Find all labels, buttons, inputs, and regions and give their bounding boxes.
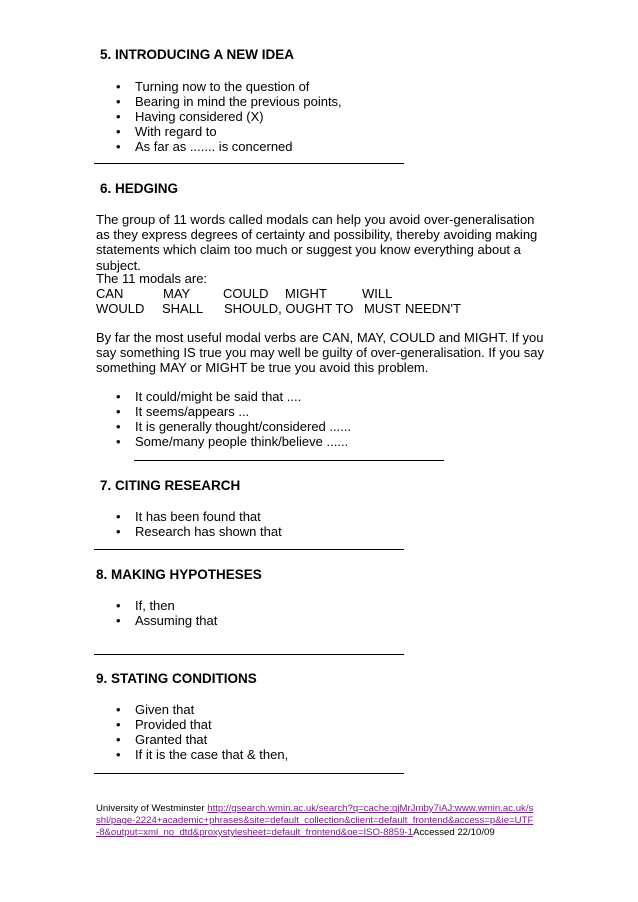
footer-citation (96, 803, 536, 839)
list-item: • Provided that (116, 717, 212, 732)
modals-row-2 (96, 301, 516, 316)
bullet-icon: • (116, 389, 121, 404)
list-item: • Granted that (116, 732, 208, 747)
list-item: • As far as ....... is concerned (116, 139, 293, 154)
modal-word: CAN (96, 286, 124, 301)
section-6-bullet-list (116, 389, 351, 449)
list-item: • Bearing in mind the previous points, (116, 94, 342, 109)
bullet-icon: • (116, 139, 121, 154)
divider (134, 460, 444, 461)
list-item: • It has been found that (116, 509, 261, 524)
list-item: • It seems/appears ... (116, 404, 250, 419)
section-5-heading: 5. INTRODUCING A NEW IDEA (100, 47, 295, 62)
section-8-bullet-list (116, 598, 217, 628)
bullet-icon: • (116, 747, 121, 762)
list-item: • It is generally thought/considered ...... (116, 419, 352, 434)
bullet-icon: • (116, 434, 121, 449)
section-9-bullet-list (116, 702, 288, 762)
bullet-icon: • (116, 94, 121, 109)
bullet-icon: • (116, 509, 121, 524)
list-item: • Some/many people think/believe ...... (116, 434, 349, 449)
bullet-icon: • (116, 598, 121, 613)
bullet-icon: • (116, 524, 121, 539)
modal-word: COULD (223, 286, 269, 301)
footer-accessed-date: Accessed 22/10/09 (413, 827, 495, 838)
list-item: • Research has shown that (116, 524, 282, 539)
modal-word: SHALL (162, 301, 204, 316)
modal-word: WILL (362, 286, 393, 301)
list-item: • Turning now to the question of (116, 79, 310, 94)
modals-label: The 11 modals are: (96, 271, 208, 286)
bullet-icon: • (116, 419, 121, 434)
modal-word: NEEDN'T (405, 301, 461, 316)
list-item: • With regard to (116, 124, 217, 139)
divider (94, 163, 404, 164)
divider (94, 549, 404, 550)
list-item: • Given that (116, 702, 195, 717)
divider (94, 773, 404, 774)
modals-row-1 (96, 286, 516, 301)
divider (94, 654, 404, 655)
section-7-bullet-list (116, 509, 282, 539)
modal-word: MIGHT (285, 286, 327, 301)
bullet-icon: • (116, 404, 121, 419)
bullet-icon: • (116, 717, 121, 732)
modal-word: MUST (364, 301, 401, 316)
bullet-icon: • (116, 109, 121, 124)
list-item: • If it is the case that & then, (116, 747, 289, 762)
source-link[interactable]: http://gsearch.wmin.ac.uk/search?q=cache:qjMrJmby7iAJ:www.wmin.ac.uk/sshl/page-2224+academic+phrases&site=default_collection&client=default_frontend&access=p&ie=UTF-8&output=xml_no_dtd&proxystylesheet=default_frontend&oe=ISO-8859-1 (96, 803, 534, 838)
hedging-intro-paragraph: The group of 11 words called modals can help you avoid over-generalisation as they express degrees of certainty and possibility, thereby avoiding making statements which claim too much or suggest you know everything about a subject. (96, 212, 538, 273)
section-8-heading: 8. MAKING HYPOTHESES (96, 567, 262, 582)
modal-word: MAY (163, 286, 191, 301)
bullet-icon: • (116, 613, 121, 628)
list-item: • Assuming that (116, 613, 218, 628)
modal-word: WOULD (96, 301, 145, 316)
bullet-icon: • (116, 124, 121, 139)
bullet-icon: • (116, 79, 121, 94)
section-6-heading: 6. HEDGING (100, 181, 179, 196)
bullet-icon: • (116, 702, 121, 717)
footer-prefix: University of Westminster (96, 803, 208, 814)
list-item: • Having considered (X) (116, 109, 264, 124)
section-7-heading: 7. CITING RESEARCH (100, 478, 241, 493)
list-item: • If, then (116, 598, 175, 613)
list-item: • It could/might be said that .... (116, 389, 302, 404)
bullet-icon: • (116, 732, 121, 747)
modal-word: SHOULD, OUGHT TO (224, 301, 354, 316)
section-9-heading: 9. STATING CONDITIONS (96, 671, 257, 686)
modal-verbs-paragraph: By far the most useful modal verbs are CAN, MAY, COULD and MIGHT. If you say something IS true you may well be guilty of over-generalisation. If you say something MAY or MIGHT be true you avoid this problem. (96, 330, 544, 376)
section-5-bullet-list (116, 79, 342, 154)
